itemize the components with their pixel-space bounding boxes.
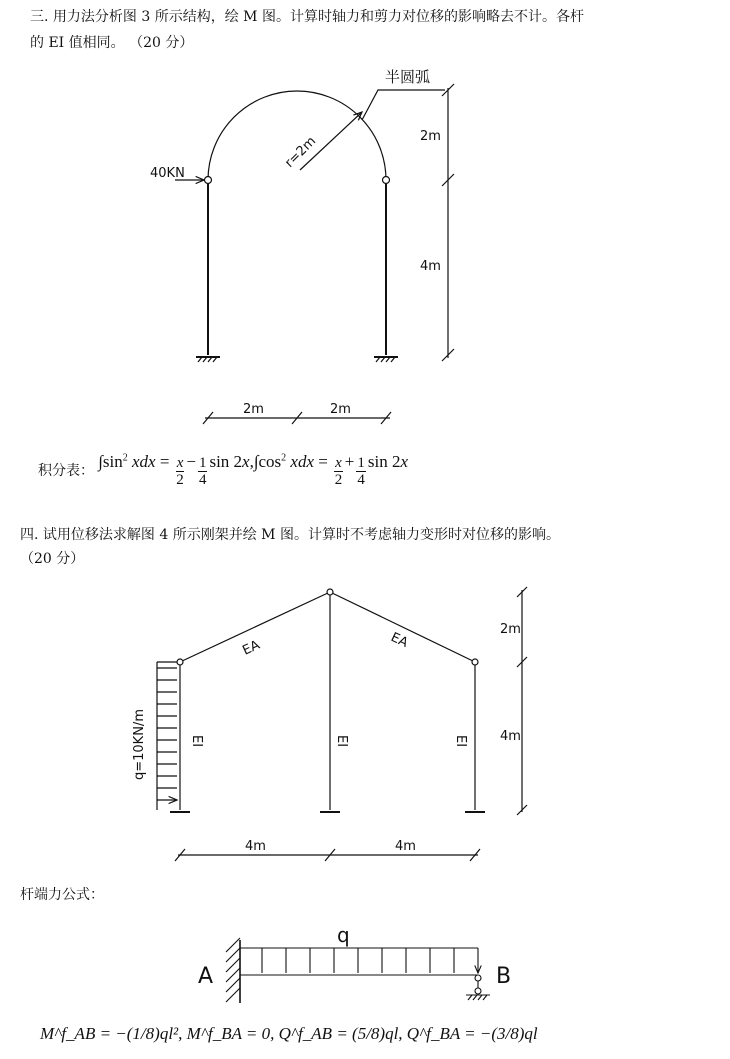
ea-rafters	[180, 592, 475, 662]
dim-v-4m: 4m	[420, 259, 441, 274]
end-force-formula: M^f_AB = −(1/8)ql², M^f_BA = 0, Q^f_AB = (5/8)ql, Q^f_BA = −(3/8)ql	[40, 1024, 538, 1043]
label-a: A	[198, 964, 214, 989]
label-q: q	[337, 923, 350, 947]
roller-bottom	[475, 988, 481, 994]
ei-label-middle: EI	[334, 735, 349, 748]
wall-hatch	[226, 938, 240, 1002]
q4-text-line1: 四. 试用位移法求解图 4 所示刚架并绘 M 图。计算时不考虑轴力变形时对位移的影响。	[20, 527, 560, 543]
dim-h-4m-right: 4m	[395, 839, 416, 854]
distributed-load	[157, 662, 177, 810]
ei-label-left: EI	[189, 735, 204, 748]
end-force-label: 杆端力公式：	[20, 887, 104, 903]
integral-table	[38, 452, 408, 488]
integral-label: 积分表：	[38, 463, 94, 479]
ea-label-right: EA	[388, 630, 411, 651]
hinge	[327, 589, 333, 595]
q3-text-line1: 三. 用力法分析图 3 所示结构，绘 M 图。计算时轴力和剪力对位移的影响略去不计。各杆	[30, 9, 584, 25]
fixed-support-left	[196, 357, 220, 362]
q4-text-line2: （20 分）	[20, 551, 85, 567]
q-load-label: q=10KN/m	[132, 709, 147, 780]
figure-3	[175, 84, 454, 424]
hinge-right	[383, 177, 390, 184]
load-label: 40KN	[150, 166, 185, 181]
integral-formula-cos: $\int\cos^2$ xdx = $\frac{x}{2}$ + $\frac{1}{4}$ sin 2x	[253, 452, 409, 488]
dim-h-2m-left: 2m	[243, 402, 264, 417]
beam-diagram	[226, 938, 490, 1003]
roller-top	[475, 975, 481, 981]
radius-label: r=2m	[282, 133, 320, 171]
hinge	[177, 659, 183, 665]
figure-4	[157, 587, 527, 861]
dim-v-2m: 2m	[500, 622, 521, 637]
ei-label-right: EI	[453, 735, 468, 748]
hinge	[472, 659, 478, 665]
label-b: B	[496, 964, 512, 989]
ea-label-left: EA	[240, 637, 263, 659]
load-arrows	[262, 948, 478, 973]
dim-h-4m-left: 4m	[245, 839, 266, 854]
arc-leader-line	[362, 90, 445, 120]
dim-v-4m: 4m	[500, 729, 521, 744]
q3-text-line2: 的 EI 值相同。 （20 分）	[30, 35, 194, 51]
hinge-left	[205, 177, 212, 184]
dim-v-2m: 2m	[420, 129, 441, 144]
dim-h-2m-right: 2m	[330, 402, 351, 417]
integral-formula-sin: $\int\sin^2$ xdx = $\frac{x}{2}$ − $\frac{1}{4}$ sin 2x,	[94, 452, 254, 488]
ground	[466, 995, 490, 1000]
arc-label: 半圆弧	[385, 68, 431, 86]
fixed-support-right	[374, 357, 398, 362]
